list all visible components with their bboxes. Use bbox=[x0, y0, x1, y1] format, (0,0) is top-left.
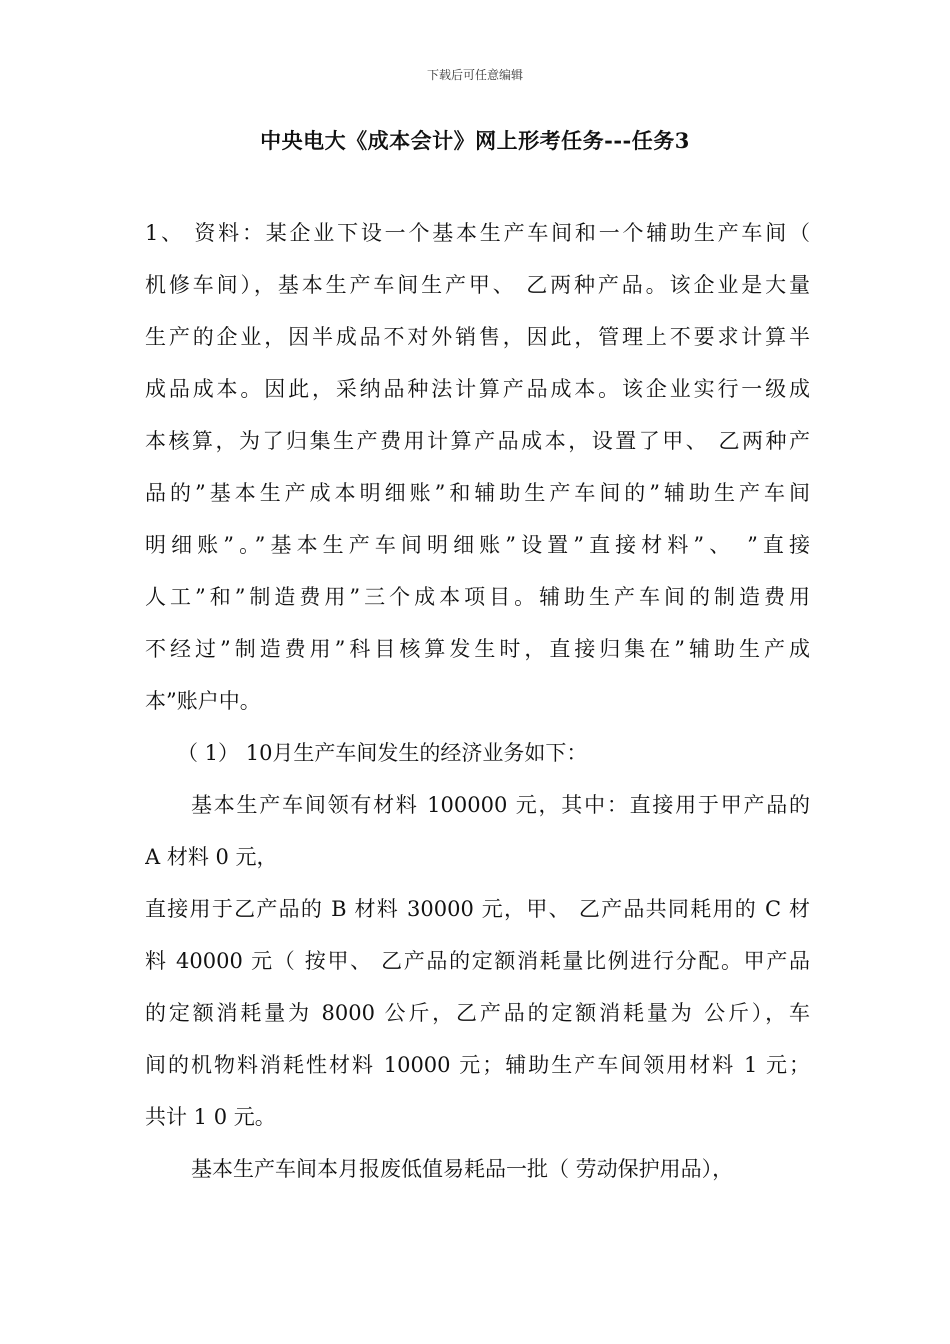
document-body bbox=[145, 207, 810, 1195]
text-line: A 材料 0 元， bbox=[145, 845, 278, 869]
section-heading: （ 1） 10月生产车间发生的经济业务如下： bbox=[177, 741, 588, 765]
text-line: 1、 资料：某企业下设一个基本生产车间和一个辅助生产车间（ bbox=[145, 221, 810, 245]
text-line: 基本生产车间领有材料 100000 元，其中：直接用于甲产品的 bbox=[191, 793, 810, 817]
text-line: 直接用于乙产品的 B 材料 30000 元，甲、 乙产品共同耗用的 C 材 bbox=[145, 897, 810, 921]
text-line: 本核算，为了归集生产费用计算产品成本，设置了甲、 乙两种产 bbox=[145, 429, 810, 453]
text-line: 基本生产车间本月报废低值易耗品一批（ 劳动保护用品）， bbox=[191, 1157, 734, 1181]
text-line: 人工”和”制造费用”三个成本项目。辅助生产车间的制造费用 bbox=[145, 585, 810, 609]
text-line: 成品成本。因此，采纳品种法计算产品成本。该企业实行一级成 bbox=[145, 377, 810, 401]
text-line: 机修车间），基本生产车间生产甲、 乙两种产品。该企业是大量 bbox=[145, 273, 810, 297]
header-note: 下载后可任意编辑 bbox=[426, 68, 523, 82]
text-line: 明细账”。”基本生产车间明细账”设置”直接材料”、 ”直接 bbox=[145, 533, 810, 557]
text-line: 共计 1 0 元。 bbox=[145, 1105, 276, 1129]
text-line: 品的”基本生产成本明细账”和辅助生产车间的”辅助生产车间 bbox=[145, 481, 810, 505]
text-line: 本”账户中。 bbox=[145, 689, 261, 713]
text-line: 的定额消耗量为 8000 公斤，乙产品的定额消耗量为 公斤），车 bbox=[145, 1001, 810, 1025]
text-line: 料 40000 元（ 按甲、 乙产品的定额消耗量比例进行分配。甲产品 bbox=[145, 949, 810, 973]
text-line: 生产的企业，因半成品不对外销售，因此，管理上不要求计算半 bbox=[145, 325, 810, 349]
text-line: 不经过”制造费用”科目核算发生时，直接归集在”辅助生产成 bbox=[145, 637, 810, 661]
text-line: 间的机物料消耗性材料 10000 元；辅助生产车间领用材料 1 元； bbox=[145, 1053, 810, 1077]
document-title: 中央电大《成本会计》网上形考任务---任务3 bbox=[260, 128, 690, 153]
